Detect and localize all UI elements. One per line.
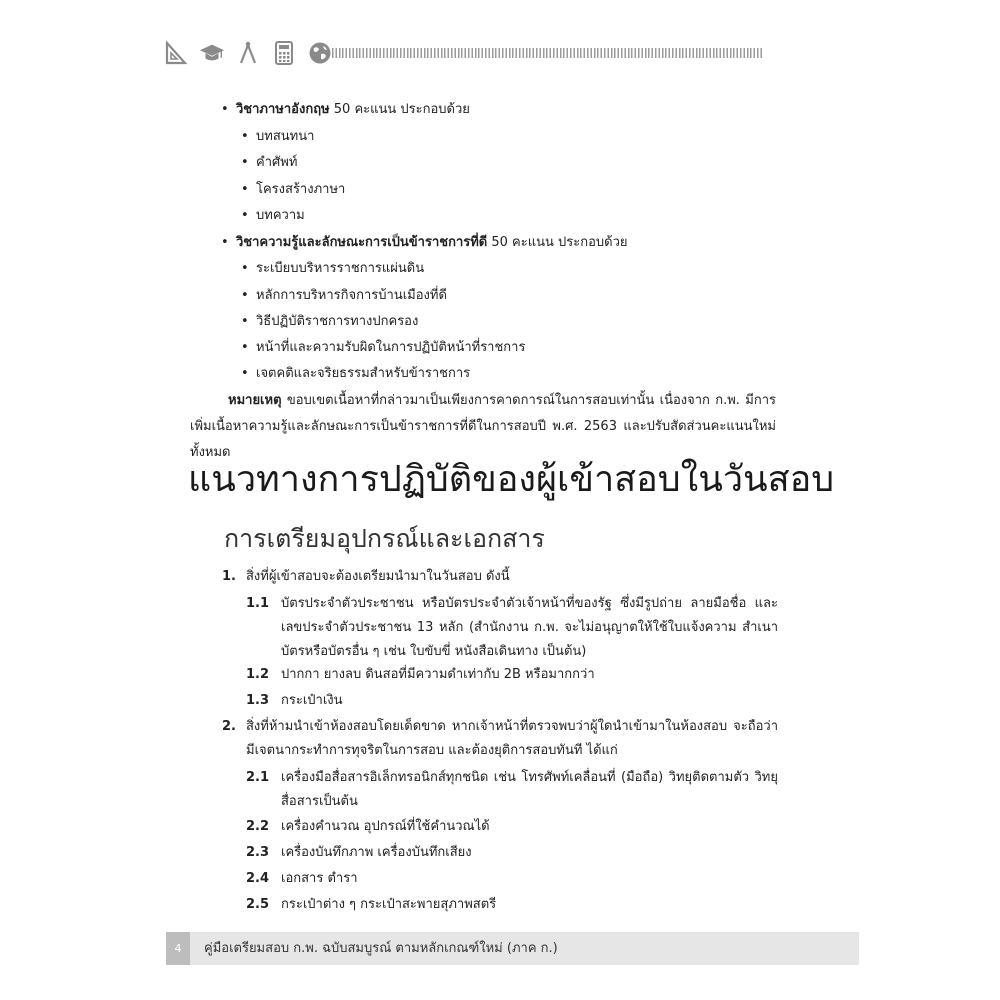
page-title: แนวทางการปฏิบัติของผู้เข้าสอบในวันสอบ bbox=[188, 459, 835, 500]
section-text: สิ่งที่ห้ามนำเข้าห้องสอบโดยเด็ดขาด หากเจ้าหน้าที่ตรวจพบว่าผู้ใดนำเข้ามาในห้องสอบ จะถือว่ามีเจตนากระทำการทุจริตในการสอบ และต้องยุติการสอบทันที ได้แก่ bbox=[246, 719, 778, 758]
triangle-ruler-icon bbox=[163, 40, 189, 66]
book-title: คู่มือเตรียมสอบ ก.พ. ฉบับสมบูรณ์ ตามหลักเกณฑ์ใหม่ (ภาค ก.) bbox=[204, 941, 558, 956]
note-text: ขอบเขตเนื้อหาที่กล่าวมาเป็นเพียงการคาดการณ์ในการสอบเท่านั้น เนื่องจาก ก.พ. มีการเพิ่มเนื้อหาความรู้และลักษณะการเป็นข้าราชการที่ดีในการสอบปี พ.ศ. 2563 และปรับสัดส่วนคะแนนใหม่ทั้งหมด bbox=[190, 393, 776, 460]
list-item bbox=[241, 128, 315, 146]
compass-icon bbox=[235, 40, 261, 66]
item-number: 1.1 bbox=[246, 596, 270, 611]
item-number: 1.2 bbox=[246, 667, 270, 682]
item-number: 1.3 bbox=[246, 693, 270, 708]
section-text: สิ่งที่ผู้เข้าสอบจะต้องเตรียมนำมาในวันสอบ ดังนี้ bbox=[246, 569, 510, 584]
list-item bbox=[241, 339, 526, 357]
subject-score: 50 คะแนน ประกอบด้วย bbox=[329, 102, 470, 117]
bullet-icon: • bbox=[221, 235, 229, 250]
subject-english bbox=[221, 101, 470, 119]
page-number: 4 bbox=[166, 932, 190, 965]
section-number: 1. bbox=[222, 569, 236, 584]
note-label: หมายเหตุ bbox=[228, 393, 282, 408]
item-number: 2.4 bbox=[246, 871, 270, 886]
list-item bbox=[241, 207, 305, 225]
section-subtitle: การเตรียมอุปกรณ์และเอกสาร bbox=[224, 524, 545, 553]
subject-civil-servant bbox=[221, 234, 628, 252]
calculator-icon bbox=[271, 40, 297, 66]
note-paragraph bbox=[190, 388, 776, 466]
list-item-text: หลักการบริหารกิจการบ้านเมืองที่ดี bbox=[256, 288, 447, 303]
item-text: เครื่องมือสื่อสารอิเล็กทรอนิกส์ทุกชนิด เช่น โทรศัพท์เคลื่อนที่ (มือถือ) วิทยุติดตามตัว วิทยุสื่อสารเป็นต้น bbox=[281, 770, 778, 809]
list-item bbox=[241, 260, 425, 278]
subject-title: วิชาภาษาอังกฤษ bbox=[236, 102, 330, 117]
bullet-icon: • bbox=[241, 261, 249, 276]
item-number: 2.3 bbox=[246, 845, 270, 860]
header-dotted-rule bbox=[332, 48, 762, 58]
graduation-cap-icon bbox=[199, 40, 225, 66]
list-item-text: หน้าที่และความรับผิดในการปฏิบัติหน้าที่ราชการ bbox=[256, 340, 526, 355]
list-item-text: บทความ bbox=[256, 208, 305, 223]
section-number: 2. bbox=[222, 719, 236, 734]
item-number: 2.5 bbox=[246, 897, 270, 912]
bullet-icon: • bbox=[241, 208, 249, 223]
item-text: เครื่องคำนวณ อุปกรณ์ที่ใช้คำนวณได้ bbox=[281, 819, 490, 834]
bullet-icon: • bbox=[241, 340, 249, 355]
list-item-text: คำศัพท์ bbox=[256, 155, 298, 170]
bullet-icon: • bbox=[241, 314, 249, 329]
list-item bbox=[241, 287, 447, 305]
list-item bbox=[241, 154, 298, 172]
bullet-icon: • bbox=[241, 182, 249, 197]
list-item bbox=[241, 365, 471, 383]
bullet-icon: • bbox=[241, 366, 249, 381]
item-text: เอกสาร ตำรา bbox=[281, 871, 358, 886]
item-text: เครื่องบันทึกภาพ เครื่องบันทึกเสียง bbox=[281, 845, 472, 860]
item-text: กระเป๋าต่าง ๆ กระเป๋าสะพายสุภาพสตรี bbox=[281, 897, 497, 912]
list-item bbox=[241, 313, 419, 331]
subject-score: 50 คะแนน ประกอบด้วย bbox=[487, 235, 628, 250]
bullet-icon: • bbox=[241, 129, 249, 144]
bullet-icon: • bbox=[221, 102, 229, 117]
list-item-text: บทสนทนา bbox=[256, 129, 315, 144]
list-item-text: ระเบียบบริหารราชการแผ่นดิน bbox=[256, 261, 425, 276]
item-text: กระเป๋าเงิน bbox=[281, 693, 343, 708]
item-text: ปากกา ยางลบ ดินสอที่มีความดำเท่ากับ 2B หรือมากกว่า bbox=[281, 667, 595, 682]
list-item bbox=[241, 181, 346, 199]
item-number: 2.2 bbox=[246, 819, 270, 834]
list-item-text: วิธีปฏิบัติราชการทางปกครอง bbox=[256, 314, 419, 329]
subject-title: วิชาความรู้และลักษณะการเป็นข้าราชการที่ดี bbox=[236, 235, 488, 250]
globe-icon bbox=[307, 40, 333, 66]
header-icon-row bbox=[163, 40, 333, 66]
bullet-icon: • bbox=[241, 288, 249, 303]
bullet-icon: • bbox=[241, 155, 249, 170]
list-item-text: โครงสร้างภาษา bbox=[256, 182, 346, 197]
item-number: 2.1 bbox=[246, 770, 270, 785]
list-item-text: เจตคติและจริยธรรมสำหรับข้าราชการ bbox=[256, 366, 471, 381]
item-text: บัตรประจำตัวประชาชน หรือบัตรประจำตัวเจ้าหน้าที่ของรัฐ ซึ่งมีรูปถ่าย ลายมือชื่อ และเลขประจำตัวประชาชน 13 หลัก (สำนักงาน ก.พ. จะไม่อนุญาตให้ใช้ใบแจ้งความ สำเนาบัตรหรือบัตรอื่น ๆ เช่น ใบขับขี่ หนังสือเดินทาง เป็นต้น) bbox=[281, 596, 778, 659]
